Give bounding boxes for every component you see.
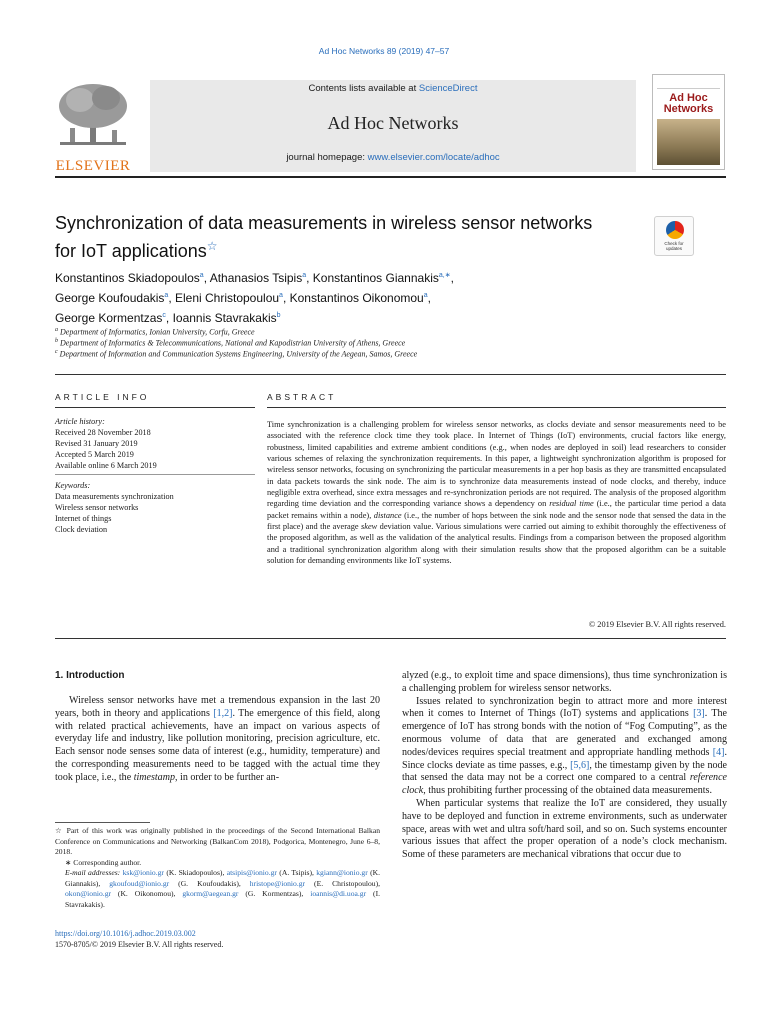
email-link[interactable]: ioannis@di.uoa.gr <box>310 889 367 898</box>
paragraph: alyzed (e.g., to exploit time and space dimensions), thus time synchronization is a challenging problem for wireless sensor networks. <box>402 670 727 694</box>
email-link[interactable]: okon@ionio.gr <box>65 889 112 898</box>
citation-link[interactable]: [3] <box>693 708 705 720</box>
journal-reference[interactable]: Ad Hoc Networks 89 (2019) 47–57 <box>318 46 450 56</box>
author-name: Konstantinos Oikonomou <box>289 291 424 305</box>
citation-link[interactable]: [1,2] <box>213 707 233 719</box>
abstract-heading: ABSTRACT <box>267 392 337 402</box>
author-name: Konstantinos Giannakis <box>312 271 439 285</box>
affiliation: $^c$ Department of Information and Communication Systems Engineering, University of the Aegean, Samos, Greece <box>55 349 418 359</box>
paragraph: Wireless sensor networks have met a tremendous expansion in the last 20 years, both in theory and applications [1,2]. The emergence of this field, along with related practical achievements, have an impact on various aspects of everyday life and industry, like pollution monitoring, precision agriculture, etc. Each sensor node senses some data of interest (e.g., humidity, temperature) and the corresponding measurements need to be tagged with the actual time they took place, i.e., the timestamp, in order to be further an- <box>55 695 380 783</box>
citation-link[interactable]: [4] <box>712 746 725 758</box>
footnote-emails: E-mail addresses: ksk@ionio.gr (K. Skiadopoulos), atsipis@ionio.gr (A. Tsipis), kgiann@ionio.gr (K. Giannakis), gkoufoud@ionio.gr (G. Koufoudakis), hristope@ionio.gr (E. Christopoulou), okon@ionio.gr (K. Oikonomou), gkorm@aegean.gr (G. Kormentzas), ioannis@di.uoa.gr (I. Stavrakakis). <box>65 868 381 909</box>
issn-line: 1570-8705/© 2019 Elsevier B.V. All rights reserved. <box>55 940 224 949</box>
section-rule <box>55 374 726 375</box>
author-name: Konstantinos Skiadopoulos <box>55 271 200 285</box>
history-item: Available online 6 March 2019 <box>55 461 157 470</box>
affiliation: $^b$ Department of Informatics & Telecommunications, National and Kapodistrian University of Athens, Greece <box>55 338 406 348</box>
paragraph: When particular systems that realize the IoT are considered, they usually have to be deployed and function in extreme environments, such as underwater space, areas with wet and ultra soft/hard soil, and so on. Such systems encounter various issues that affect the proper operation of a node’s clock mechanism. Some of these parameters are mechanical vibrations that occur due to <box>402 797 727 861</box>
keyword-item: Clock deviation <box>55 525 108 534</box>
keywords-rule <box>55 474 255 475</box>
author-name: George Kormentzas <box>55 311 163 325</box>
doi-block <box>55 928 380 950</box>
publisher-name: ELSEVIER <box>55 158 131 174</box>
homepage-link[interactable]: www.elsevier.com/locate/adhoc <box>367 152 500 163</box>
keyword-item: Data measurements synchronization <box>55 492 174 501</box>
check-updates-icon <box>666 221 684 239</box>
email-link[interactable]: gkoufoud@ionio.gr <box>109 878 170 888</box>
check-for-updates-badge[interactable] <box>654 216 694 256</box>
email-link[interactable]: ksk@ionio.gr <box>122 868 164 877</box>
doi-link[interactable]: https://doi.org/10.1016/j.adhoc.2019.03.002 <box>55 929 196 938</box>
author-name: Eleni Christopoulou <box>174 291 280 305</box>
author-name: Athanasios Tsipis <box>209 271 303 285</box>
elsevier-tree-icon <box>52 80 134 152</box>
footnote-rule <box>55 822 150 823</box>
history-item: Received 28 November 2018 <box>55 428 151 437</box>
abstract-text: Time synchronization is a challenging problem for wireless sensor networks, as clocks deviate and sensor measurements need to be associated with the reference clock time they took place. In Internet of Things (IoT) environments, crucial factors like energy, robustness, limited capabilities and extreme ambient conditions (e.g., when nodes are deployed in soil) lead researchers to consider various schemes of relaxing the synchronization requirements. In this paper, a lightweight synchronization algorithm is proposed for wireless sensor networks, focusing on synchronizing the particular measurements in a per hop basis as they are transmitted encapsulated in data packets towards the sink node. The aim is to synchronize data measurements instead of node clocks, and thereby, induce negligible extra overhead, since extra messages and re-synchronization periods are not required. The analysis of the proposed algorithm regarding time deviation and the corresponding variance shows a dependency on residual time (i.e., the particular time period a data packet remains within a node), distance (i.e., the number of hops between the sink node and the sensor node that sensed the data in the first place) and the average skew deviation value. Various simulations were carried out aiming to exhibit thoroughly the effectiveness of the proposed algorithm, as well as the validation of the analytical results. Findings from a comparison between the proposed algorithm and a traditional synchronization algorithm along with their simulation results show that the proposed algorithm can be a suitable solution for demanding environments like IoT systems. <box>267 420 726 566</box>
email-link[interactable]: kgiann@ionio.gr <box>316 868 368 877</box>
keyword-item: Internet of things <box>55 514 112 523</box>
section-heading-introduction: 1. Introduction <box>55 670 125 681</box>
affiliation: $^a$ Department of Informatics, Ionian University, Corfu, Greece <box>55 327 255 337</box>
author-name: Ioannis Stavrakakis <box>172 311 277 325</box>
paragraph: Issues related to synchronization begin to attract more and more interest when it comes to Internet of Things (IoT) systems and applications [3]. The emergence of IoT has strong bonds with the notion of “Fog Computing”, as the enormous volume of data that are generated and exchanged among nodes/devices requires special treatment and appropriate handling methods [4]. Since clocks deviate as time passes, e.g., [5,6], the timestamp given by the node that sensed the data may not be a correct one compared to a central reference clock, thus prohibiting further processing of the obtained data measurements. <box>402 695 727 797</box>
article-title: Synchronization of data measurements in wireless sensor networks for IoT applications☆ <box>55 213 593 261</box>
footnote-star: ☆ Part of this work was originally published in the proceedings of the Second International Balkan Conference on Communications and Networking (BalkanCom 2018), Podgorica, Montenegro, June 6–8, 2018. <box>55 826 380 856</box>
keywords: Keywords: Data measurements synchronization Wireless sensor networks Internet of things Clock deviation <box>55 480 255 535</box>
cover-top-bar <box>657 79 720 89</box>
header-rule <box>55 176 726 178</box>
homepage-line: journal homepage: www.elsevier.com/locate/adhoc <box>286 152 500 163</box>
elsevier-logo <box>52 80 134 174</box>
title-footnote-star[interactable]: ☆ <box>206 239 218 253</box>
keyword-item: Wireless sensor networks <box>55 503 139 512</box>
intro-left-column <box>55 695 380 785</box>
author-name: George Koufoudakis <box>55 291 165 305</box>
article-info-rule <box>55 407 255 408</box>
history-item: Accepted 5 March 2019 <box>55 450 134 459</box>
email-link[interactable]: atsipis@ionio.gr <box>226 868 277 877</box>
intro-right-column <box>402 670 727 862</box>
abstract-rule <box>267 407 726 408</box>
article-info-heading: ARTICLE INFO <box>55 392 150 402</box>
footnote-corresponding: ∗ Corresponding author. <box>65 857 142 867</box>
abstract-copyright: © 2019 Elsevier B.V. All rights reserved. <box>588 620 726 629</box>
history-item: Revised 31 January 2019 <box>55 439 138 448</box>
journal-name: Ad Hoc Networks <box>327 113 459 133</box>
cover-title: Ad Hoc Networks <box>663 92 714 115</box>
article-history: Article history: Received 28 November 2018 Revised 31 January 2019 Accepted 5 March 2019 Available online 6 March 2019 <box>55 416 255 471</box>
email-link[interactable]: gkorm@aegean.gr <box>182 889 239 898</box>
contents-line: Contents lists available at ScienceDirect <box>308 83 478 94</box>
citation-link[interactable]: [5,6] <box>570 759 590 771</box>
email-link[interactable]: hristope@ionio.gr <box>249 878 306 888</box>
cover-picture <box>657 119 720 165</box>
author-list: Konstantinos Skiadopoulos$^a$, Athanasios Tsipis$^a$, Konstantinos Giannakis$^{a,∗}$, George Koufoudakis$^a$, Eleni Christopoulou$^a$, Konstantinos Oikonomou$^a$, George Kormentzas$^c$, Ioannis Stavrakakis$^b$ <box>55 271 454 325</box>
journal-header <box>150 80 636 172</box>
footnotes <box>55 826 380 910</box>
badge-text: Check for updates <box>664 241 684 251</box>
journal-cover-image <box>652 74 725 170</box>
sciencedirect-link[interactable]: ScienceDirect <box>418 83 478 94</box>
abstract-end-rule <box>55 638 726 639</box>
